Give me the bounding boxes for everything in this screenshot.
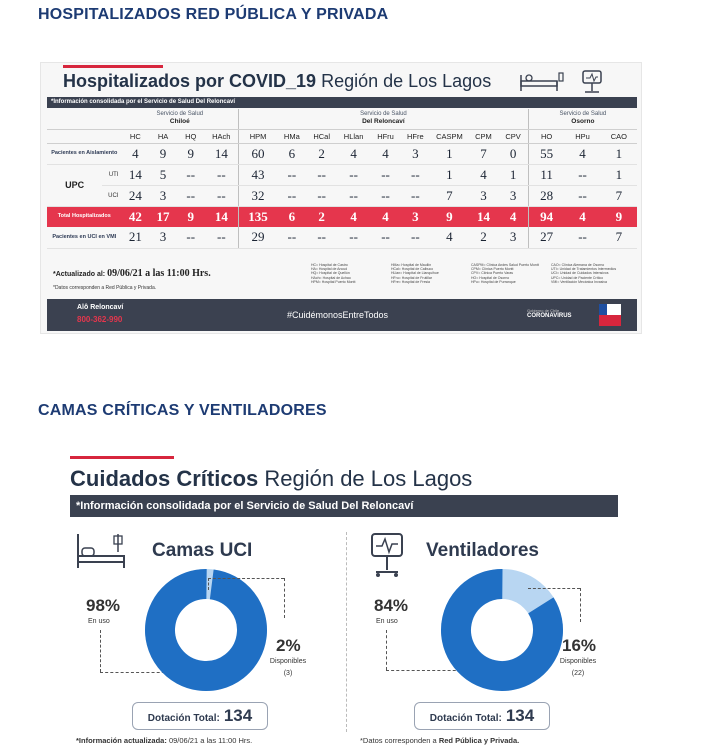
table-cell: 4	[564, 143, 600, 164]
column-header: HA	[149, 129, 177, 143]
table-cell: --	[205, 164, 239, 185]
hospitalizados-infographic	[40, 62, 642, 334]
table-cell: 17	[149, 206, 177, 227]
vent-free-label: Disponibles	[559, 658, 597, 665]
column-header: HPM	[239, 129, 277, 143]
coronavirus-logo: Gobierno de Chile CORONAVIRUS	[527, 308, 572, 319]
ventilator-icon	[362, 530, 412, 578]
vent-free-pct: 16%	[562, 636, 597, 655]
table-cell: --	[177, 185, 205, 206]
table-cell: 7	[469, 143, 499, 164]
ala-reloncavi: Alô Reloncaví	[77, 304, 124, 311]
table-cell: --	[337, 227, 371, 248]
camas-free-label: Disponibles	[269, 658, 307, 665]
camas-used-slice	[155, 579, 258, 682]
table-cell: 42	[122, 206, 150, 227]
table-cell: 0	[498, 143, 528, 164]
table-cell: --	[307, 164, 337, 185]
camas-total: Dotación Total: 134	[132, 702, 268, 730]
table-cell: 9	[601, 206, 637, 227]
legend-item: HLlan= Hospital de Llanquihue	[391, 271, 439, 276]
vent-used-label: En uso	[376, 618, 398, 625]
table-cell: 7	[601, 227, 637, 248]
info-bar: *Información consolidada por el Servicio de Salud Del Reloncaví	[47, 97, 637, 108]
total-row	[47, 206, 637, 227]
row-label: Pacientes en UCI en VMI	[47, 227, 122, 248]
table-cell: 14	[469, 206, 499, 227]
table-cell: --	[277, 227, 307, 248]
hashtag: #CuidémonosEntreTodos	[287, 310, 389, 320]
table-cell: 2	[307, 143, 337, 164]
column-header: HCal	[307, 129, 337, 143]
table-cell: 4	[469, 164, 499, 185]
camas-uci-panel	[60, 526, 330, 746]
vent-donut	[438, 566, 566, 694]
legend-item: UCI= Unidad de Cuidados Intensivos	[551, 271, 609, 276]
camas-donut	[142, 566, 270, 694]
table-cell: --	[564, 164, 600, 185]
section-title-camas: CAMAS CRÍTICAS Y VENTILADORES	[38, 402, 327, 419]
gobierno-logo	[599, 304, 621, 326]
ventilator-icon	[577, 69, 607, 95]
leader-line	[386, 630, 387, 670]
table-cell: 6	[277, 206, 307, 227]
table-cell: 14	[205, 206, 239, 227]
camas-used-pct: 98%	[86, 596, 121, 615]
abbreviation-legend	[311, 263, 635, 291]
table-cell: 11	[528, 164, 564, 185]
table-cell: 4	[337, 143, 371, 164]
table-cell: --	[177, 227, 205, 248]
column-header: HQ	[177, 129, 205, 143]
column-header: HAch	[205, 129, 239, 143]
table-row	[47, 185, 637, 206]
column-header: CAO	[601, 129, 637, 143]
column-header: CASPM	[430, 129, 468, 143]
accent-line	[70, 456, 174, 459]
column-header-row	[47, 129, 637, 143]
legend-column	[391, 263, 471, 284]
service-osorno: Servicio de Salud Osorno	[528, 109, 637, 129]
legend-item: CPV= Clínica Puerto Varas	[471, 271, 514, 276]
service-header-row	[47, 109, 637, 129]
table-cell: 9	[177, 206, 205, 227]
column-header: HC	[122, 129, 150, 143]
phone-number: 800-362-990	[77, 315, 123, 324]
table-cell: 24	[122, 185, 150, 206]
table-cell: 1	[430, 143, 468, 164]
table-cell: 6	[277, 143, 307, 164]
table-cell: --	[177, 164, 205, 185]
table-cell: 4	[337, 206, 371, 227]
section-title-hospitalizados: HOSPITALIZADOS RED PÚBLICA Y PRIVADA	[38, 6, 389, 23]
hospital-table	[47, 109, 637, 249]
table-cell: 9	[177, 143, 205, 164]
camas-used-label: En uso	[88, 618, 110, 625]
column-header: HO	[528, 129, 564, 143]
leader-line	[208, 578, 284, 579]
legend-item: HA= Hospital de Ancud	[311, 267, 348, 272]
table-cell: 27	[528, 227, 564, 248]
cuidados-criticos-infographic	[60, 450, 645, 750]
table-cell: --	[277, 164, 307, 185]
table-cell: 7	[430, 185, 468, 206]
leader-line	[208, 578, 209, 590]
column-header: HFru	[371, 129, 401, 143]
table-cell: 3	[498, 227, 528, 248]
table-row	[47, 143, 637, 164]
leader-line	[100, 630, 101, 672]
legend-column	[551, 263, 631, 284]
legend-item: HFre= Hospital de Fresia	[391, 279, 431, 284]
legend-item: VMI= Ventilación Mecánica Invasiva	[551, 279, 607, 284]
ventiladores-title: Ventiladores	[426, 540, 539, 561]
camas-free-count: (3)	[283, 670, 293, 677]
table-cell: 3	[149, 185, 177, 206]
infographic-title: Cuidados Críticos Región de Los Lagos	[70, 466, 473, 491]
table-cell: 1	[498, 164, 528, 185]
table-cell: 1	[601, 164, 637, 185]
table-cell: 4	[371, 143, 401, 164]
footer-bar	[47, 299, 637, 331]
column-header: HPu	[564, 129, 600, 143]
vent-free-count: (22)	[571, 670, 585, 677]
leader-line	[284, 578, 285, 618]
upc-label: UPC	[47, 164, 102, 206]
legend-item: HCal= Hospital de Calbuco	[391, 267, 434, 272]
vent-used-slice	[439, 567, 566, 694]
row-label: Total Hospitalizados	[47, 206, 122, 227]
table-cell: 1	[430, 164, 468, 185]
legend-item: HMa= Hospital de Maullín	[391, 263, 432, 267]
legend-item: HQ= Hospital de Quellón	[311, 271, 350, 276]
table-cell: 4	[122, 143, 150, 164]
vent-total: Dotación Total: 134	[414, 702, 550, 730]
legend-item: HAch= Hospital de Achao	[311, 275, 351, 280]
table-cell: 2	[469, 227, 499, 248]
table-cell: 29	[239, 227, 277, 248]
table-row	[47, 164, 637, 185]
data-note: *Datos corresponden a Red Pública y Privada.	[53, 285, 157, 291]
table-cell: --	[337, 164, 371, 185]
legend-item: UTI= Unidad de Tratamientos Intermedios	[551, 267, 617, 272]
icu-bed-icon	[74, 532, 130, 572]
column-header: CPM	[469, 129, 499, 143]
table-cell: 9	[430, 206, 468, 227]
table-cell: --	[277, 185, 307, 206]
table-cell: 4	[371, 206, 401, 227]
column-header: HMa	[277, 129, 307, 143]
table-cell: --	[205, 227, 239, 248]
legend-column	[471, 263, 551, 284]
table-cell: 21	[122, 227, 150, 248]
accent-line	[63, 65, 163, 68]
service-chiloe: Servicio de Salud Chiloé	[122, 109, 239, 129]
row-label: UCI	[102, 185, 121, 206]
table-cell: --	[564, 185, 600, 206]
table-cell: --	[400, 164, 430, 185]
infographic-title	[63, 71, 491, 92]
service-reloncavi: Servicio de Salud Del Reloncaví	[239, 109, 529, 129]
legend-column	[311, 263, 391, 284]
row-label: UTI	[102, 164, 121, 185]
leader-line	[528, 588, 580, 589]
title-bold: Hospitalizados por COVID_19	[63, 71, 317, 91]
table-cell: 4	[430, 227, 468, 248]
table-cell: 94	[528, 206, 564, 227]
table-cell: 60	[239, 143, 277, 164]
table-cell: 3	[469, 185, 499, 206]
panel-divider	[346, 532, 347, 732]
table-cell: 5	[149, 164, 177, 185]
column-header: CPV	[498, 129, 528, 143]
table-cell: 4	[498, 206, 528, 227]
table-cell: --	[371, 227, 401, 248]
foot-note: *Datos corresponden a Red Pública y Privada.	[360, 736, 520, 745]
leader-line	[580, 588, 581, 622]
vent-used-pct: 84%	[374, 596, 409, 615]
updated-at: *Actualizado al: 09/06/21 a las 11:00 Hrs.	[53, 268, 211, 279]
table-cell: --	[205, 185, 239, 206]
table-cell: 3	[400, 206, 430, 227]
legend-item: CASPM= Clínica Andes Salud Puerto Montt	[471, 263, 539, 267]
table-cell: 43	[239, 164, 277, 185]
legend-item: CPM= Clínica Puerto Montt	[471, 267, 514, 272]
info-bar: *Información consolidada por el Servicio de Salud Del Reloncaví	[70, 495, 618, 517]
foot-updated: *Información actualizada: 09/06/21 a las 11:00 Hrs.	[76, 736, 253, 745]
table-cell: --	[307, 227, 337, 248]
legend-item: HO= Hospital de Osorno	[471, 275, 510, 280]
table-cell: 9	[149, 143, 177, 164]
table-cell: 2	[307, 206, 337, 227]
ventiladores-panel	[356, 526, 626, 746]
table-cell: --	[400, 227, 430, 248]
table-cell: 14	[205, 143, 239, 164]
table-cell: 32	[239, 185, 277, 206]
title-rest: Región de Los Lagos	[316, 71, 492, 91]
table-cell: 3	[149, 227, 177, 248]
table-cell: --	[400, 185, 430, 206]
table-cell: 3	[498, 185, 528, 206]
legend-item: UPC= Unidad de Paciente Crítico	[551, 275, 604, 280]
camas-free-pct: 2%	[276, 636, 301, 655]
table-cell: --	[564, 227, 600, 248]
hospital-bed-icon	[517, 71, 565, 93]
table-cell: 1	[601, 143, 637, 164]
table-cell: 4	[564, 206, 600, 227]
table-cell: 14	[122, 164, 150, 185]
table-cell: 3	[400, 143, 430, 164]
table-cell: 135	[239, 206, 277, 227]
table-cell: 7	[601, 185, 637, 206]
row-label: Pacientes en Aislamiento	[47, 143, 122, 164]
table-cell: --	[371, 164, 401, 185]
column-header: HLlan	[337, 129, 371, 143]
legend-item: HC= Hospital de Castro	[311, 263, 348, 267]
table-row	[47, 227, 637, 248]
column-header: HFre	[400, 129, 430, 143]
table-cell: 55	[528, 143, 564, 164]
table-cell: --	[307, 185, 337, 206]
table-cell: --	[371, 185, 401, 206]
legend-item: HFru= Hospital de Frutillar	[391, 275, 432, 280]
legend-item: HPu= Hospital de Purranque	[471, 279, 516, 284]
table-cell: 28	[528, 185, 564, 206]
legend-item: CAO= Clínica Alemana de Osorno	[551, 263, 605, 267]
table-cell: --	[337, 185, 371, 206]
camas-title: Camas UCI	[152, 540, 253, 561]
legend-item: HPM= Hospital Puerto Montt	[311, 279, 356, 284]
